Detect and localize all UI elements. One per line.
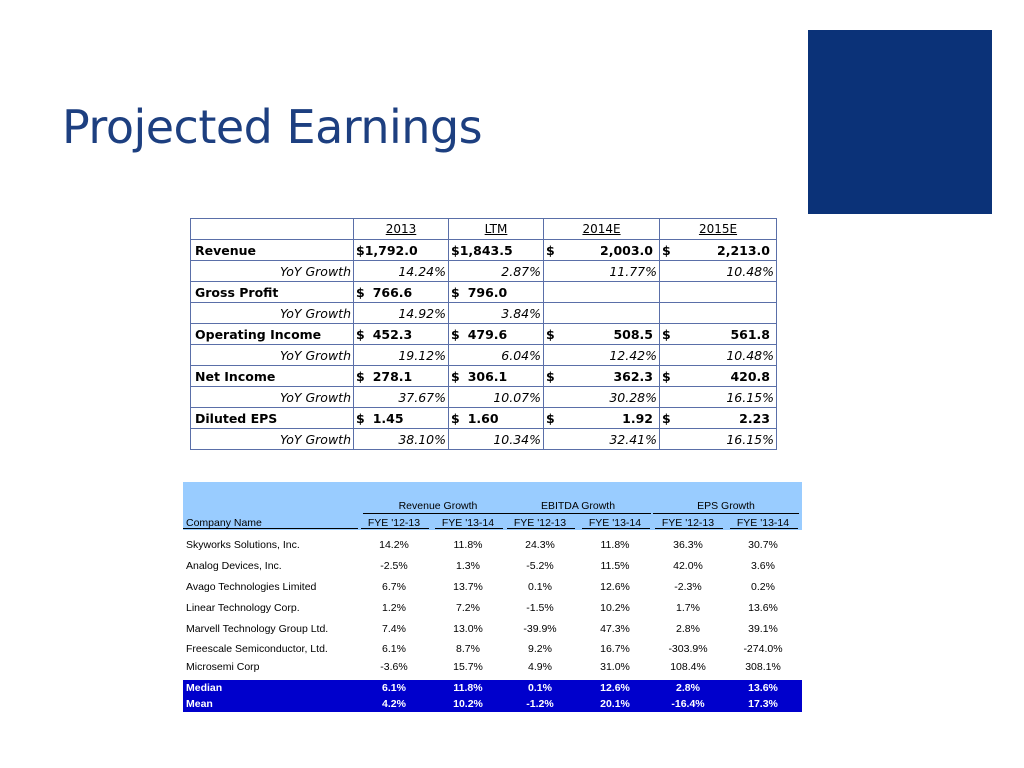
growth-value: 10.07% — [449, 387, 544, 408]
group-header-ebitda: EBITDA Growth — [540, 500, 616, 512]
metric-value — [354, 408, 449, 429]
company-row — [183, 619, 802, 640]
summary-value: 4.2% — [382, 698, 406, 710]
growth-value: 13.7% — [453, 581, 483, 593]
growth-label: YoY Growth — [191, 303, 354, 324]
subheader-underline — [507, 528, 575, 529]
group-header-eps: EPS Growth — [697, 500, 755, 512]
summary-value: 20.1% — [600, 698, 630, 710]
growth-value: 2.8% — [676, 623, 700, 635]
value-number: 796.0 — [467, 284, 508, 300]
currency-symbol: $ — [662, 242, 671, 258]
value-number: 452.3 — [372, 326, 413, 342]
summary-value: 6.1% — [382, 682, 406, 694]
value-number: 479.6 — [467, 326, 508, 342]
growth-value: 6.04% — [449, 345, 544, 366]
summary-label: Mean — [186, 698, 213, 710]
metric-label: Revenue — [191, 240, 354, 261]
growth-value: 10.2% — [600, 602, 630, 614]
growth-value: 30.7% — [748, 539, 778, 551]
company-name: Avago Technologies Limited — [186, 581, 317, 593]
currency-symbol: $ — [451, 410, 460, 426]
subheader-underline — [655, 528, 723, 529]
growth-value: -2.3% — [674, 581, 702, 593]
metric-value — [354, 240, 449, 261]
value-number: 508.5 — [613, 326, 653, 342]
company-name: Skyworks Solutions, Inc. — [186, 539, 300, 551]
metric-label: Operating Income — [191, 324, 354, 345]
growth-value: -303.9% — [668, 643, 708, 655]
growth-value: -1.5% — [526, 602, 554, 614]
growth-value: -274.0% — [743, 643, 783, 655]
value-number: 1.92 — [622, 410, 653, 426]
period-subheader: FYE '13-14 — [736, 517, 790, 529]
growth-value: 7.2% — [456, 602, 480, 614]
value-wrap — [356, 243, 446, 258]
currency-symbol: $1,792.0 — [356, 242, 418, 258]
column-header — [449, 219, 544, 240]
comps-summary — [183, 680, 802, 712]
group-underline — [653, 513, 799, 514]
company-row — [183, 598, 802, 619]
growth-value: 12.6% — [600, 581, 630, 593]
summary-value: 0.1% — [528, 682, 552, 694]
metric-value — [660, 366, 777, 387]
currency-symbol: $ — [356, 368, 365, 384]
metric-row — [191, 240, 777, 261]
metric-row — [191, 366, 777, 387]
currency-symbol: $1,843.5 — [451, 242, 513, 258]
summary-value: 12.6% — [600, 682, 630, 694]
subheader-underline — [582, 528, 650, 529]
growth-value: 14.92% — [354, 303, 449, 324]
company-name: Analog Devices, Inc. — [186, 560, 282, 572]
growth-value: 8.7% — [456, 643, 480, 655]
column-header-label: 2014E — [582, 222, 621, 236]
subheader-underline — [730, 528, 798, 529]
column-header — [354, 219, 449, 240]
growth-value: 6.1% — [382, 643, 406, 655]
value-number: 2.23 — [739, 410, 770, 426]
column-header — [544, 219, 660, 240]
growth-value: 14.24% — [354, 261, 449, 282]
value-number: 278.1 — [372, 368, 413, 384]
growth-value: -39.9% — [523, 623, 557, 635]
growth-value: 37.67% — [354, 387, 449, 408]
company-name: Linear Technology Corp. — [186, 602, 300, 614]
period-subheader: FYE '12-13 — [367, 517, 421, 529]
value-wrap — [451, 327, 541, 342]
value-wrap — [356, 369, 446, 384]
summary-value: 2.8% — [676, 682, 700, 694]
growth-value: 36.3% — [673, 539, 703, 551]
value-number: 420.8 — [730, 368, 770, 384]
growth-value: -2.5% — [380, 560, 408, 572]
growth-value: 16.15% — [660, 387, 777, 408]
group-underline — [511, 513, 651, 514]
growth-value: -5.2% — [526, 560, 554, 572]
growth-row — [191, 303, 777, 324]
growth-value: 13.0% — [453, 623, 483, 635]
currency-symbol: $ — [546, 242, 555, 258]
earnings-table — [190, 218, 777, 450]
value-wrap — [662, 411, 774, 426]
growth-value — [544, 303, 660, 324]
currency-symbol: $ — [451, 368, 460, 384]
growth-value: 0.1% — [528, 581, 552, 593]
summary-value: -16.4% — [671, 698, 705, 710]
value-number: 2,003.0 — [600, 242, 653, 258]
growth-value: 11.8% — [453, 539, 483, 551]
value-wrap — [546, 327, 657, 342]
growth-label: YoY Growth — [191, 345, 354, 366]
growth-value: 11.8% — [600, 539, 630, 551]
metric-row — [191, 282, 777, 303]
growth-value: 9.2% — [528, 643, 552, 655]
growth-value: 108.4% — [670, 661, 706, 673]
metric-label: Diluted EPS — [191, 408, 354, 429]
value-wrap — [451, 411, 541, 426]
value-number: 561.8 — [730, 326, 770, 342]
value-wrap — [451, 285, 541, 300]
company-row — [183, 640, 802, 658]
growth-value: 47.3% — [600, 623, 630, 635]
subheader-underline — [435, 528, 503, 529]
growth-value: 30.28% — [544, 387, 660, 408]
currency-symbol: $ — [662, 326, 671, 342]
period-subheader: FYE '13-14 — [441, 517, 495, 529]
growth-value — [660, 303, 777, 324]
currency-symbol: $ — [546, 410, 555, 426]
currency-symbol: $ — [662, 368, 671, 384]
growth-value: 3.6% — [751, 560, 775, 572]
metric-row — [191, 408, 777, 429]
growth-value: 11.5% — [600, 560, 630, 572]
value-wrap — [662, 327, 774, 342]
growth-row — [191, 261, 777, 282]
company-name: Marvell Technology Group Ltd. — [186, 623, 329, 635]
growth-value: 31.0% — [600, 661, 630, 673]
column-header-label: 2015E — [698, 222, 738, 236]
growth-value: 0.2% — [751, 581, 775, 593]
currency-symbol: $ — [356, 410, 365, 426]
value-wrap — [662, 243, 774, 258]
group-header-revenue: Revenue Growth — [398, 500, 478, 512]
growth-value: 39.1% — [748, 623, 778, 635]
column-header-label: 2013 — [385, 222, 417, 236]
company-name-header: Company Name — [186, 517, 262, 529]
growth-value: -3.6% — [380, 661, 408, 673]
metric-value — [660, 324, 777, 345]
comps-header — [183, 482, 802, 530]
summary-value: 11.8% — [453, 682, 483, 694]
metric-value — [354, 366, 449, 387]
metric-label: Net Income — [191, 366, 354, 387]
header-underline — [183, 528, 358, 529]
growth-label: YoY Growth — [191, 261, 354, 282]
slide-title: Projected Earnings — [62, 100, 483, 154]
currency-symbol: $ — [356, 284, 365, 300]
metric-value — [449, 282, 544, 303]
period-subheader: FYE '12-13 — [661, 517, 715, 529]
company-row — [183, 577, 802, 598]
company-row — [183, 556, 802, 577]
value-number: 2,213.0 — [717, 242, 770, 258]
company-name: Freescale Semiconductor, Ltd. — [186, 643, 328, 655]
header-blank — [191, 219, 354, 240]
growth-value: 3.84% — [449, 303, 544, 324]
growth-value: 1.7% — [676, 602, 700, 614]
metric-value — [660, 282, 777, 303]
summary-value: 10.2% — [453, 698, 483, 710]
value-wrap — [451, 243, 541, 258]
growth-value: 32.41% — [544, 429, 660, 450]
growth-value: 24.3% — [525, 539, 555, 551]
earnings-header-row — [191, 219, 777, 240]
growth-value: 15.7% — [453, 661, 483, 673]
growth-value: 10.34% — [449, 429, 544, 450]
subheader-underline — [361, 528, 429, 529]
metric-value — [544, 282, 660, 303]
growth-value: 1.2% — [382, 602, 406, 614]
growth-value: 19.12% — [354, 345, 449, 366]
value-wrap — [356, 411, 446, 426]
growth-value: 4.9% — [528, 661, 552, 673]
metric-value — [449, 408, 544, 429]
metric-value — [660, 408, 777, 429]
growth-value: 16.7% — [600, 643, 630, 655]
metric-value — [544, 408, 660, 429]
period-subheader: FYE '13-14 — [588, 517, 642, 529]
period-subheader: FYE '12-13 — [513, 517, 567, 529]
growth-value: 1.3% — [456, 560, 480, 572]
growth-value: 13.6% — [748, 602, 778, 614]
growth-value: 2.87% — [449, 261, 544, 282]
metric-value — [449, 240, 544, 261]
currency-symbol: $ — [662, 410, 671, 426]
growth-value: 10.48% — [660, 261, 777, 282]
metric-value — [544, 366, 660, 387]
company-name: Microsemi Corp — [186, 661, 260, 673]
metric-value — [544, 240, 660, 261]
currency-symbol: $ — [451, 326, 460, 342]
metric-value — [449, 324, 544, 345]
value-wrap — [546, 411, 657, 426]
growth-value: 7.4% — [382, 623, 406, 635]
value-wrap — [546, 243, 657, 258]
column-header — [660, 219, 777, 240]
value-wrap — [451, 369, 541, 384]
currency-symbol: $ — [546, 368, 555, 384]
growth-row — [191, 345, 777, 366]
value-number: 766.6 — [372, 284, 413, 300]
summary-value: 17.3% — [748, 698, 778, 710]
value-wrap — [662, 369, 774, 384]
growth-value: 10.48% — [660, 345, 777, 366]
metric-value — [544, 324, 660, 345]
growth-value: 11.77% — [544, 261, 660, 282]
growth-value: 42.0% — [673, 560, 703, 572]
growth-row — [191, 387, 777, 408]
growth-value: 308.1% — [745, 661, 781, 673]
currency-symbol: $ — [546, 326, 555, 342]
value-number: 362.3 — [613, 368, 653, 384]
growth-value: 12.42% — [544, 345, 660, 366]
currency-symbol: $ — [451, 284, 460, 300]
metric-value — [660, 240, 777, 261]
growth-row — [191, 429, 777, 450]
company-row — [183, 658, 802, 676]
metric-row — [191, 324, 777, 345]
column-header-label: LTM — [484, 222, 508, 236]
company-row — [183, 535, 802, 556]
value-wrap — [356, 327, 446, 342]
growth-value: 14.2% — [379, 539, 409, 551]
value-number: 1.60 — [467, 410, 499, 426]
metric-value — [354, 282, 449, 303]
value-wrap — [356, 285, 446, 300]
growth-value: 38.10% — [354, 429, 449, 450]
summary-value: 13.6% — [748, 682, 778, 694]
growth-value: 6.7% — [382, 581, 406, 593]
currency-symbol: $ — [356, 326, 365, 342]
summary-row — [183, 680, 802, 696]
value-wrap — [546, 369, 657, 384]
summary-row — [183, 696, 802, 712]
summary-label: Median — [186, 682, 223, 694]
value-number: 306.1 — [467, 368, 508, 384]
metric-label: Gross Profit — [191, 282, 354, 303]
summary-value: -1.2% — [526, 698, 554, 710]
growth-value: 16.15% — [660, 429, 777, 450]
value-number: 1.45 — [372, 410, 404, 426]
growth-label: YoY Growth — [191, 429, 354, 450]
group-underline — [363, 513, 513, 514]
metric-value — [449, 366, 544, 387]
accent-square — [808, 30, 992, 214]
comps-table — [183, 482, 802, 712]
growth-label: YoY Growth — [191, 387, 354, 408]
metric-value — [354, 324, 449, 345]
